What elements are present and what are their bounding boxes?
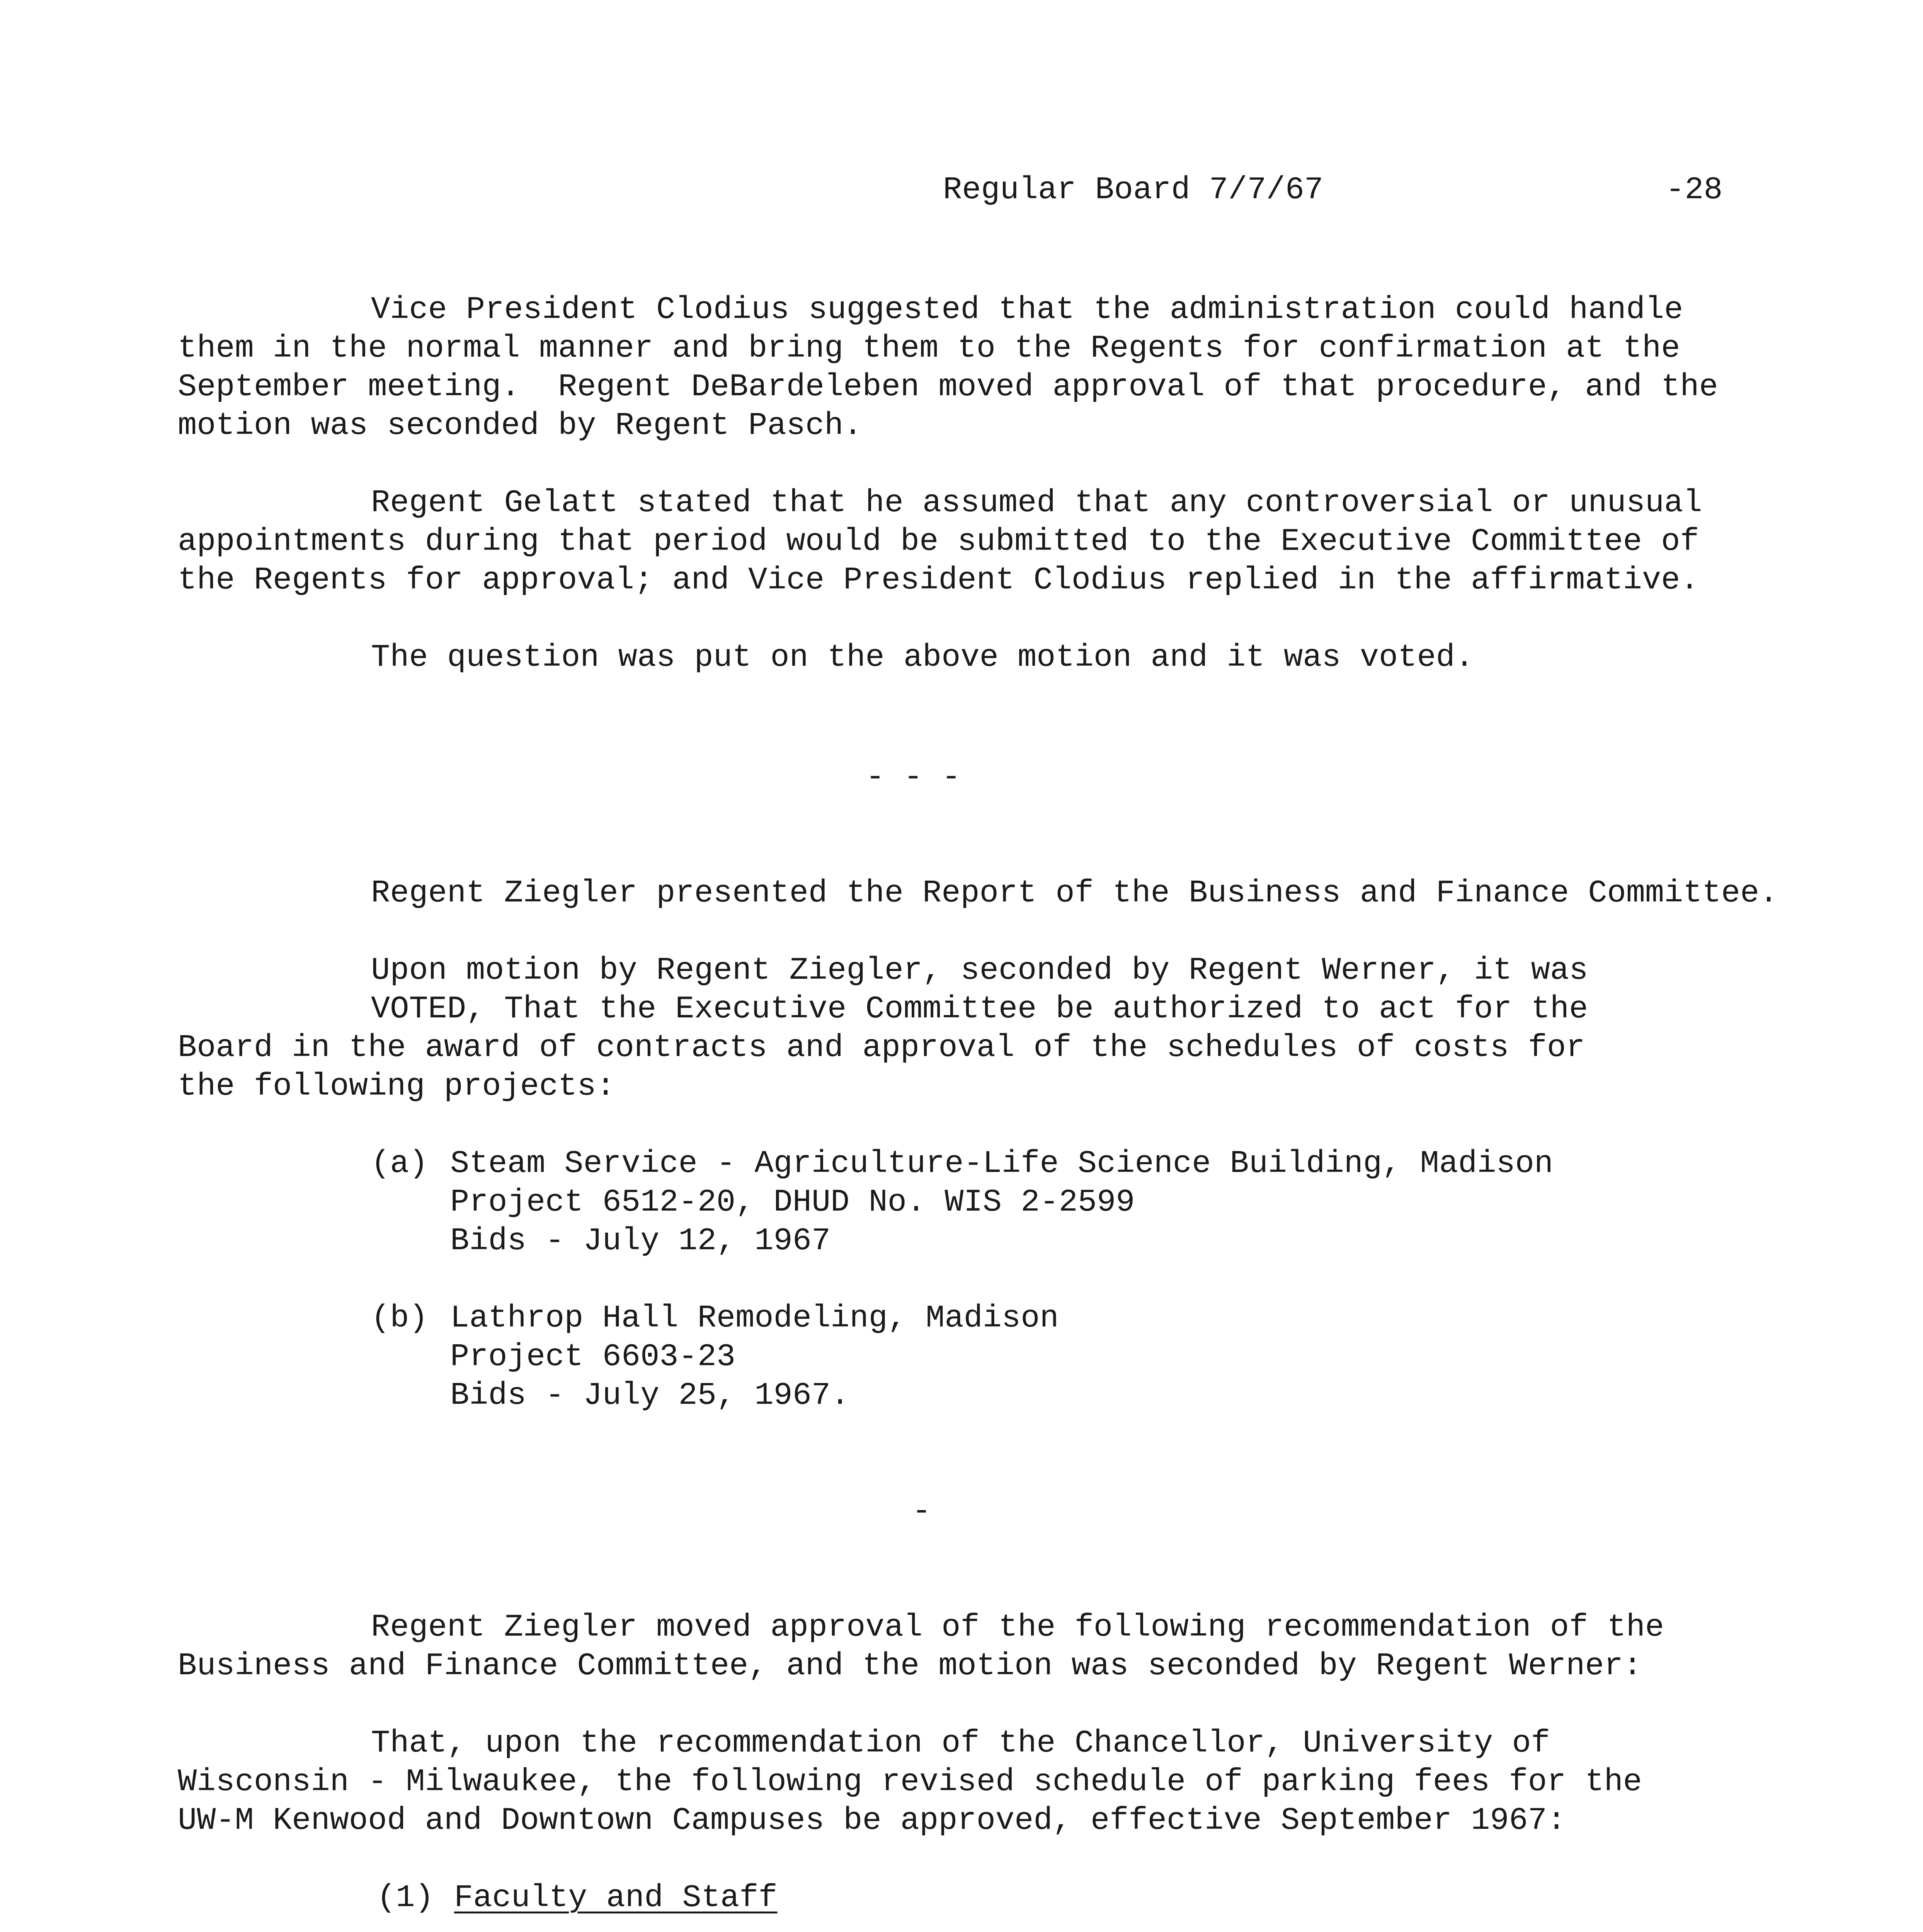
paragraph-1-line-2: them in the normal manner and bring them to the Regents for confirmation at the	[178, 330, 1680, 366]
paragraph-5-line-2: VOTED, That the Executive Committee be authorized to act for the	[371, 991, 1588, 1027]
paragraph-1-line-1: Vice President Clodius suggested that the administration could handle	[371, 292, 1683, 328]
paragraph-7-line-2: Wisconsin - Milwaukee, the following revised schedule of parking fees for the	[178, 1764, 1642, 1800]
paragraph-7-line-1: That, upon the recommendation of the Chancellor, University of	[371, 1725, 1550, 1761]
section-separator-2: -	[912, 1493, 931, 1529]
paragraph-3: The question was put on the above motion and it was voted.	[371, 639, 1474, 675]
paragraph-7-line-3: UW-M Kenwood and Downtown Campuses be approved, effective September 1967:	[178, 1803, 1566, 1838]
project-b-marker: (b)	[371, 1300, 428, 1336]
page-number-top: -28	[1666, 172, 1723, 208]
paragraph-4: Regent Ziegler presented the Report of the Business and Finance Committee.	[371, 875, 1778, 911]
paragraph-2-line-3: the Regents for approval; and Vice President Clodius replied in the affirmative.	[178, 562, 1699, 598]
paragraph-6-line-2: Business and Finance Committee, and the motion was seconded by Regent Werner:	[178, 1648, 1642, 1684]
project-a-line-3: Bids - July 12, 1967	[450, 1223, 831, 1259]
section-separator-1: - - -	[866, 759, 961, 795]
paragraph-5-line-3: Board in the award of contracts and approval of the schedules of costs for	[178, 1030, 1585, 1066]
paragraph-5-line-4: the following projects:	[178, 1068, 615, 1104]
project-b-line-2: Project 6603-23	[450, 1339, 736, 1375]
page-header-title: Regular Board 7/7/67	[943, 172, 1324, 208]
fee-faculty-heading: Faculty and Staff	[454, 1880, 778, 1916]
project-b-line-1: Lathrop Hall Remodeling, Madison	[450, 1300, 1059, 1336]
paragraph-5-line-1: Upon motion by Regent Ziegler, seconded by Regent Werner, it was	[371, 952, 1588, 988]
paragraph-6-line-1: Regent Ziegler moved approval of the following recommendation of the	[371, 1609, 1664, 1645]
project-a-line-1: Steam Service - Agriculture-Life Science Building, Madison	[450, 1146, 1554, 1182]
project-a-marker: (a)	[371, 1146, 428, 1182]
paragraph-2-line-1: Regent Gelatt stated that he assumed that any controversial or unusual	[371, 485, 1702, 521]
fee-faculty-marker: (1)	[377, 1880, 434, 1916]
paragraph-2-line-2: appointments during that period would be submitted to the Executive Committee of	[178, 524, 1699, 560]
paragraph-1-line-4: motion was seconded by Regent Pasch.	[178, 408, 863, 444]
project-b-line-3: Bids - July 25, 1967.	[450, 1378, 850, 1413]
project-a-line-2: Project 6512-20, DHUD No. WIS 2-2599	[450, 1184, 1135, 1220]
paragraph-1-line-3: September meeting. Regent DeBardeleben moved approval of that procedure, and the	[178, 369, 1718, 405]
